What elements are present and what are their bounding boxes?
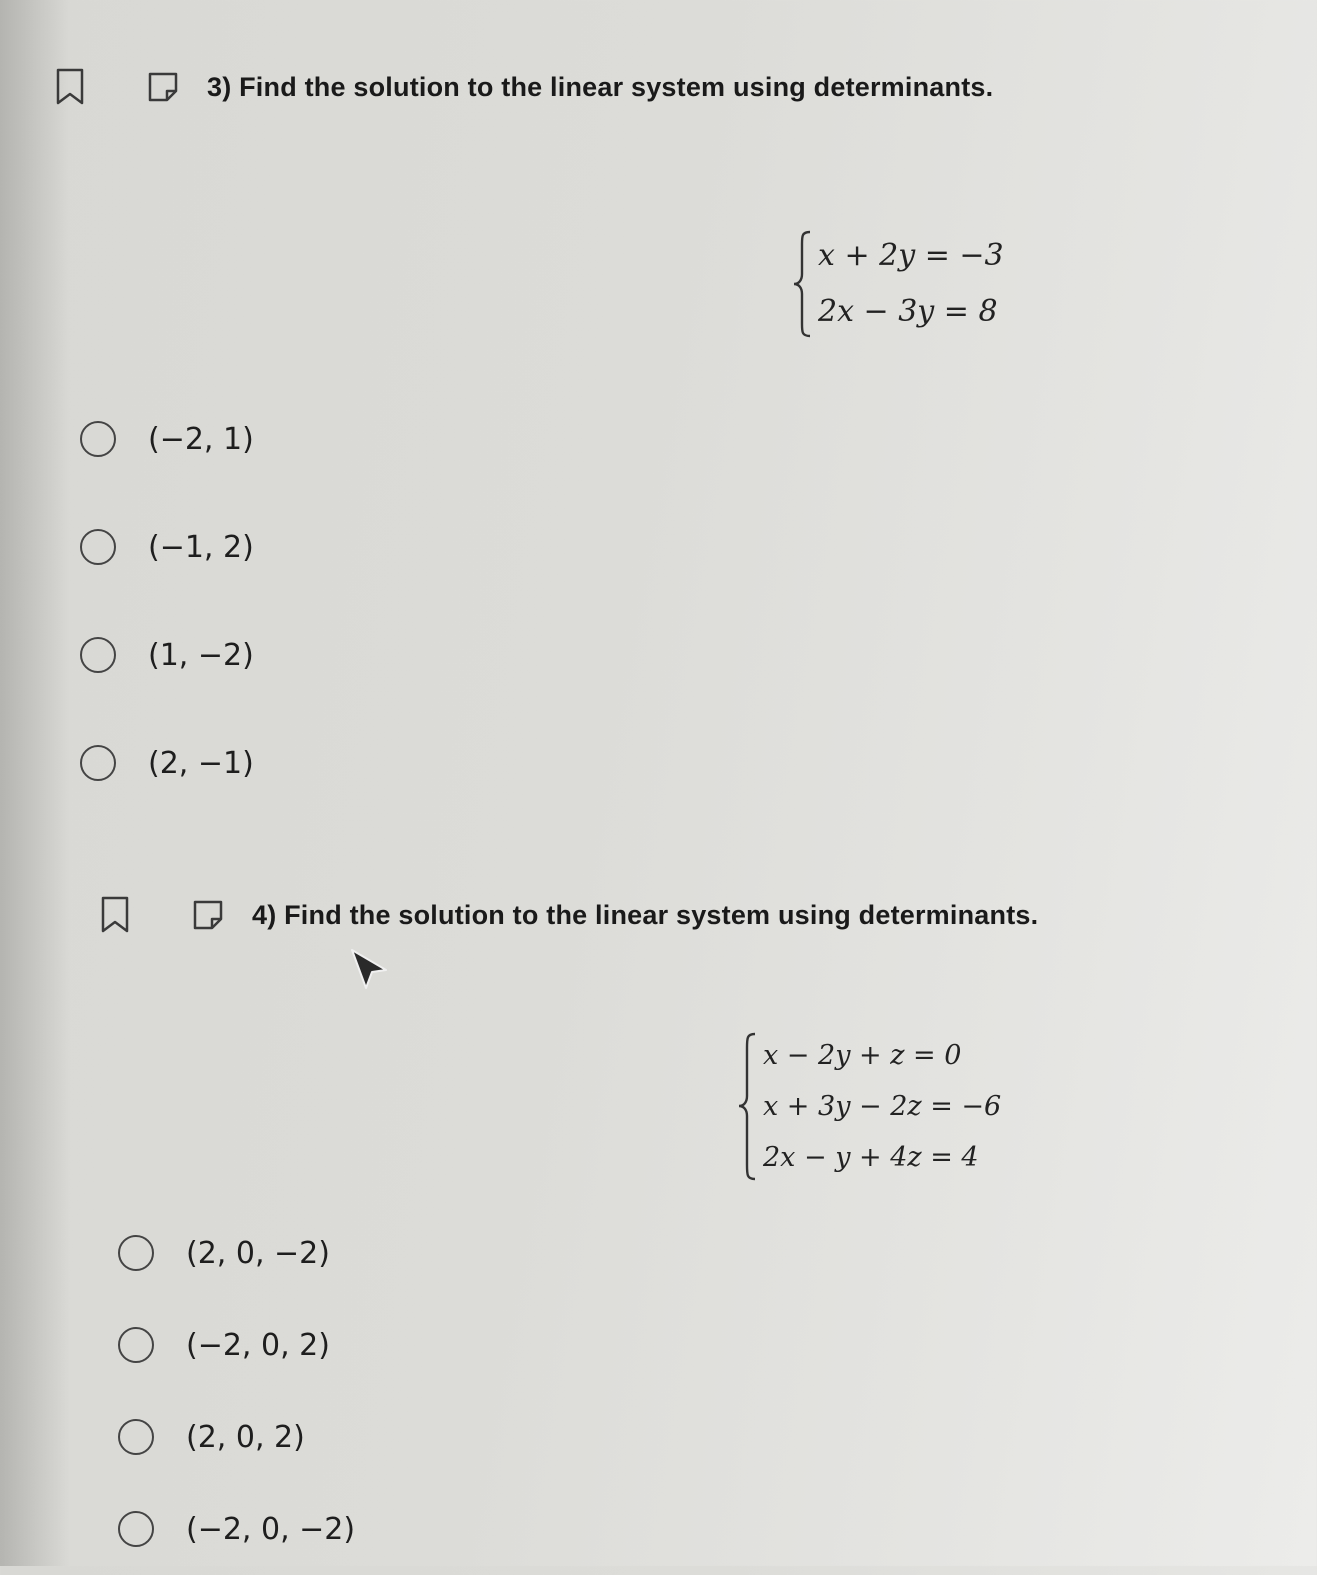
- radio-button[interactable]: [80, 529, 116, 565]
- radio-button[interactable]: [118, 1235, 154, 1271]
- left-edge-shadow: [0, 0, 70, 1566]
- answer-option[interactable]: [118, 1391, 355, 1483]
- radio-button[interactable]: [118, 1327, 154, 1363]
- question-4-text: 4) Find the solution to the linear system using determinants.: [252, 899, 1039, 930]
- mouse-pointer-icon: [350, 948, 388, 992]
- equation-line: 2x − 3y = 8: [818, 294, 998, 329]
- question-3-options: [80, 385, 254, 817]
- equation-line: x + 3y − 2z = −6: [763, 1091, 1002, 1122]
- question-3-header: [55, 68, 993, 106]
- option-label: (−2, 0, −2): [186, 1511, 356, 1547]
- answer-option[interactable]: [80, 385, 254, 493]
- bookmark-icon[interactable]: [55, 68, 85, 106]
- option-label: (−2, 0, 2): [186, 1327, 330, 1363]
- radio-button[interactable]: [80, 745, 116, 781]
- bookmark-icon[interactable]: [100, 896, 130, 934]
- option-label: (2, −1): [148, 745, 254, 781]
- radio-button[interactable]: [118, 1419, 154, 1455]
- answer-option[interactable]: [80, 601, 254, 709]
- equation-line: x + 2y = −3: [818, 238, 1004, 273]
- left-brace: [735, 1030, 759, 1183]
- note-icon[interactable]: [147, 71, 179, 103]
- equation-line: x − 2y + z = 0: [763, 1040, 962, 1071]
- question-4-equation-system: [735, 1030, 1001, 1183]
- option-label: (−1, 2): [148, 529, 254, 565]
- option-label: (1, −2): [148, 637, 254, 673]
- answer-option[interactable]: [80, 493, 254, 601]
- note-icon[interactable]: [192, 899, 224, 931]
- equation-line: 2x − y + 4z = 4: [763, 1142, 979, 1173]
- answer-option[interactable]: [118, 1483, 355, 1575]
- left-brace: [790, 228, 814, 340]
- question-3-text: 3) Find the solution to the linear system using determinants.: [207, 71, 994, 102]
- radio-button[interactable]: [80, 421, 116, 457]
- option-label: (2, 0, 2): [186, 1419, 305, 1455]
- radio-button[interactable]: [80, 637, 116, 673]
- option-label: (−2, 1): [148, 421, 254, 457]
- option-label: (2, 0, −2): [186, 1235, 330, 1271]
- radio-button[interactable]: [118, 1511, 154, 1547]
- question-3-equation-system: [790, 228, 1004, 340]
- question-4-options: [118, 1207, 355, 1575]
- question-4-header: [100, 896, 1038, 934]
- answer-option[interactable]: [118, 1299, 355, 1391]
- answer-option[interactable]: [118, 1207, 355, 1299]
- answer-option[interactable]: [80, 709, 254, 817]
